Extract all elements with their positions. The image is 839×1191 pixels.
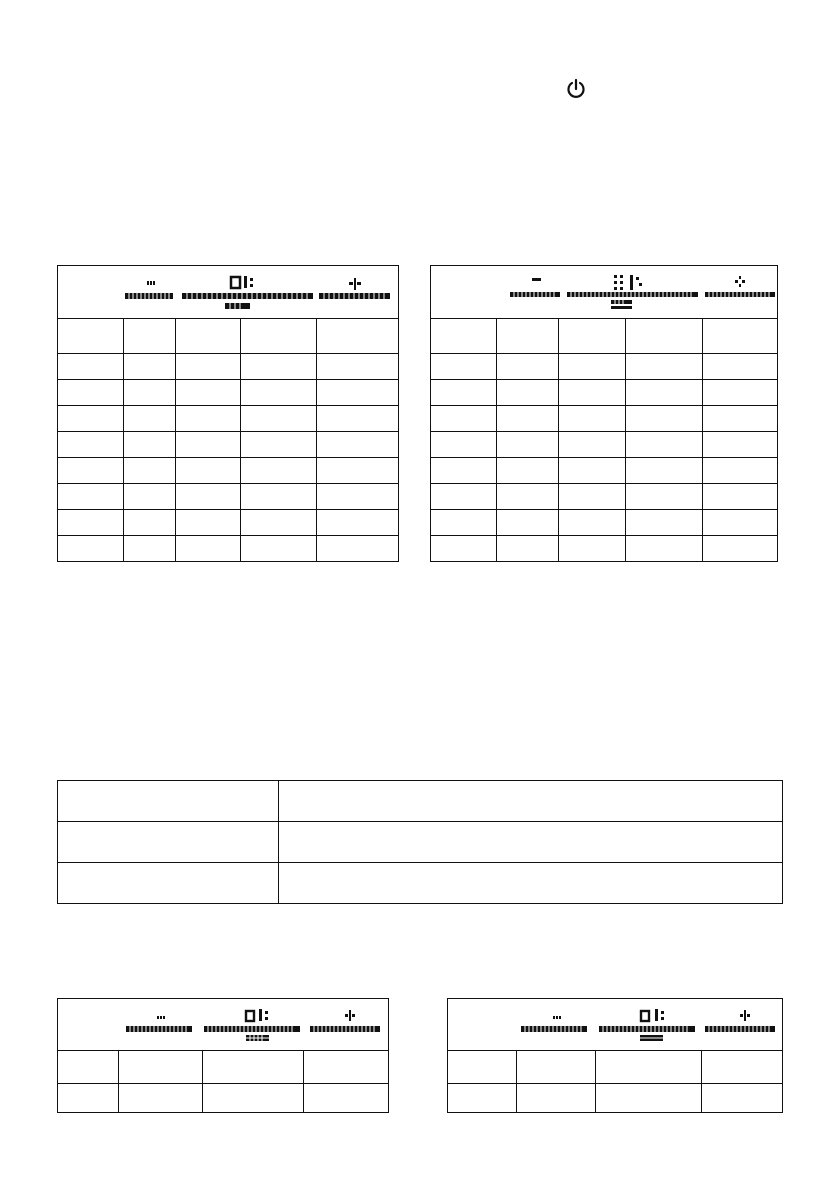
table-row — [58, 458, 399, 484]
table-row — [448, 1051, 783, 1084]
table-row — [58, 1051, 389, 1084]
table-header-symbols — [431, 266, 778, 319]
table-header-symbols — [448, 999, 783, 1051]
table-row — [431, 380, 778, 406]
table-row — [448, 1084, 783, 1113]
table-row — [58, 484, 399, 510]
table-header-symbols — [58, 266, 399, 319]
table-header-symbols — [58, 999, 389, 1051]
table-row — [431, 536, 778, 562]
table-row — [431, 458, 778, 484]
table-row — [58, 536, 399, 562]
table-row — [58, 510, 399, 536]
lower-table-left — [57, 998, 389, 1113]
table-row — [58, 380, 399, 406]
settings-table-right — [430, 265, 778, 562]
table-row — [58, 781, 783, 822]
table-row — [58, 432, 399, 458]
table-row — [58, 1084, 389, 1113]
table-row — [431, 319, 778, 354]
table-row — [58, 822, 783, 863]
lower-table-right — [447, 998, 783, 1113]
table-row — [431, 354, 778, 380]
settings-table-left — [57, 265, 399, 562]
table-row — [58, 406, 399, 432]
power-icon — [565, 78, 587, 100]
table-row — [431, 406, 778, 432]
legend-table — [57, 780, 783, 904]
table-row — [431, 484, 778, 510]
table-row — [58, 863, 783, 904]
table-row — [431, 432, 778, 458]
table-row — [58, 319, 399, 354]
table-row — [431, 510, 778, 536]
table-row — [58, 354, 399, 380]
